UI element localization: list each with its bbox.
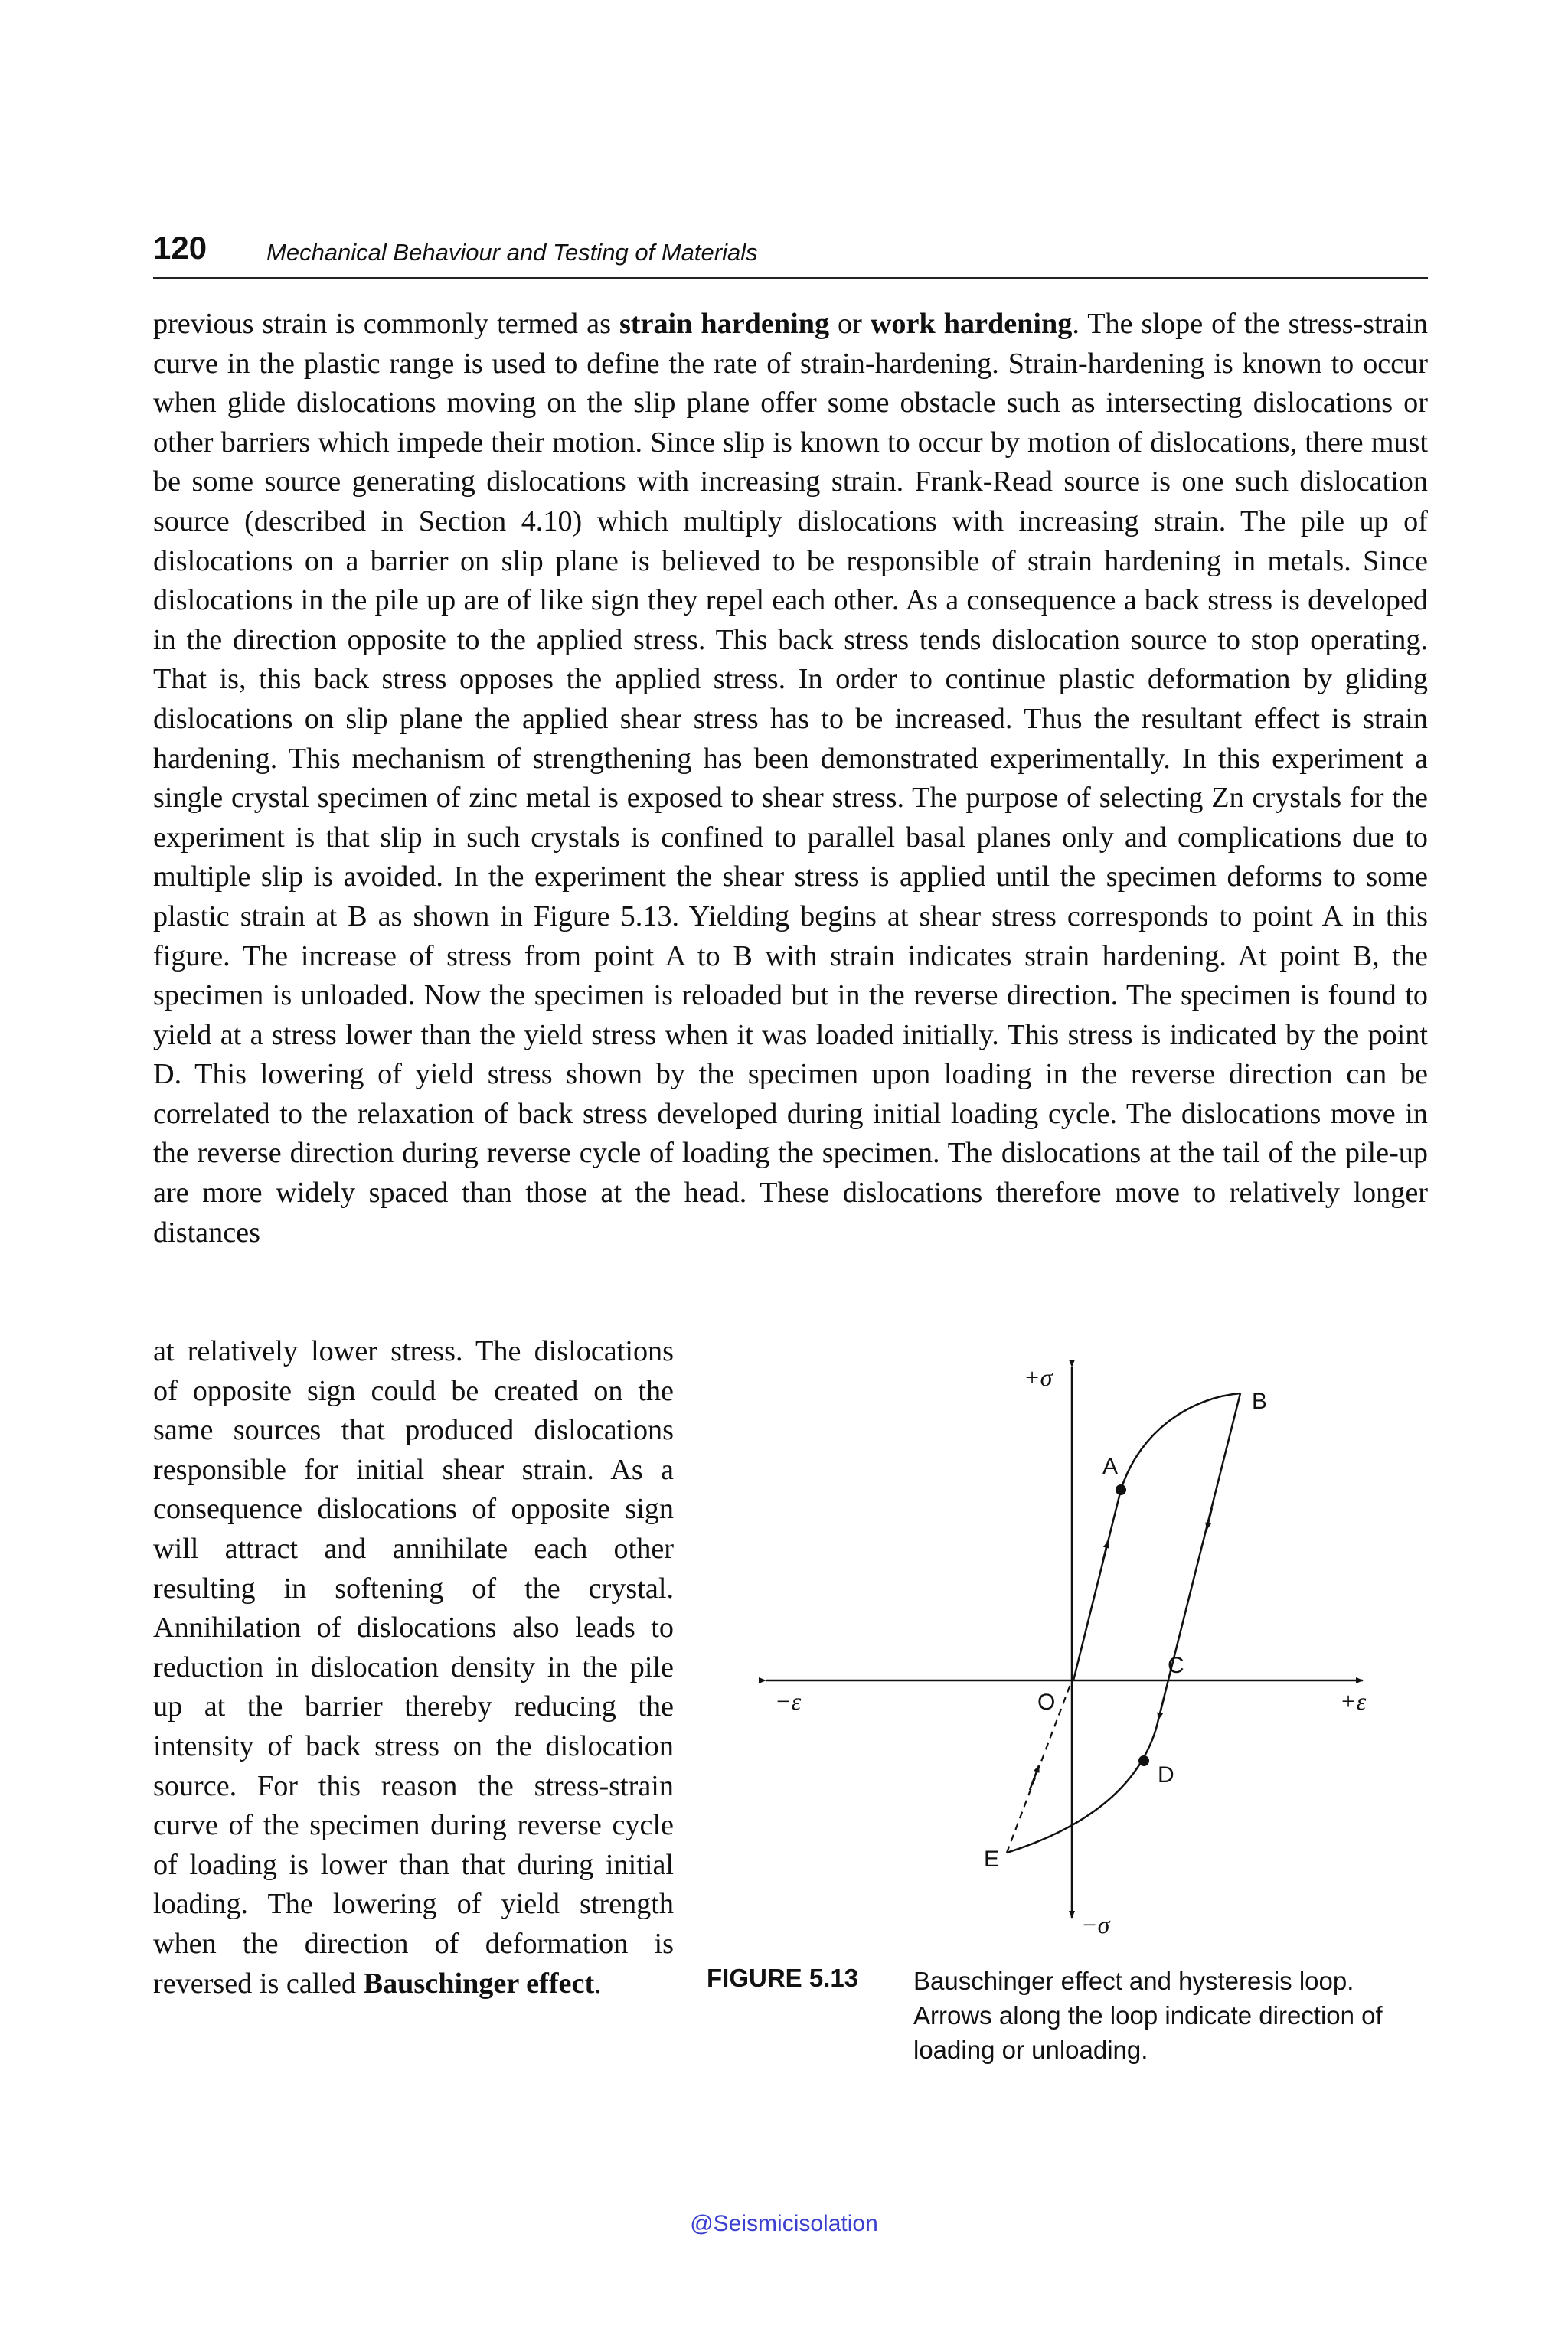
unloading-line-bc [1156, 1393, 1240, 1729]
label-point-d: D [1158, 1762, 1174, 1788]
running-title: Mechanical Behaviour and Testing of Materials [266, 239, 758, 266]
body-paragraph-2 [153, 1332, 674, 2004]
label-point-a: A [1102, 1454, 1119, 1479]
loading-arrow [1102, 1541, 1108, 1563]
label-point-b: B [1252, 1389, 1268, 1414]
label-point-e: E [984, 1847, 1000, 1872]
p1-text-a: previous strain is commonly termed as [153, 308, 619, 340]
p1-text-e: . The slope of the stress-strain curve in the plastic range is used to define the rate of strain-hardening. Strain-hardening is known to occur when glide dislocations moving on the slip plane offer some obstacle such as intersecting dislocations or other barriers which impede their motion. Since slip is known to occur by motion of dislocations, there must be some source generating dislocations with increasing strain. Frank-Read source is one such dislocation source (described in Section 4.10) which multiply dislocations with increasing strain. The pile up of dislocations on a barrier on slip plane is believed to be responsible of strain hardening in metals. Since dislocations in the pile up are of like sign they repel each other. As a consequence a back stress is developed in the direction opposite to the applied stress. This back stress tends dislocation source to stop operating. That is, this back stress opposes the applied stress. In order to continue plastic deformation by gliding dislocations on slip plane the applied shear stress has to be increased. Thus the resultant effect is strain hardening. This mechanism of strengthening has been demonstrated experimentally. In this experiment a single crystal specimen of zinc metal is exposed to shear stress. The purpose of selecting Zn crystals for the experiment is that slip in such crystals is confined to parallel basal planes only and complications due to multiple slip is avoided. In the experiment the shear stress is applied until the specimen deforms to some plastic strain at B as shown in Figure 5.13. Yielding begins at shear stress corresponds to point A in this figure. The increase of stress from point A to B with strain indicates strain hardening. At point B, the specimen is unloaded. Now the specimen is reloaded but in the reverse direction. The specimen is found to yield at a stress lower than the yield stress when it was loaded initially. This stress is indicated by the point D. This lowering of yield stress shown by the specimen upon loading in the reverse direction can be correlated to the relaxation of back stress developed during initial loading cycle. The dislocations move in the reverse direction during reverse cycle of loading the specimen. The dislocations at the tail of the pile-up are more widely spaced than those at the head. These dislocations therefore move to relatively longer distances [153, 308, 1429, 1249]
body-paragraph-1 [153, 305, 1428, 1252]
label-pos-sigma: +σ [1024, 1363, 1053, 1391]
point-a-marker [1116, 1484, 1126, 1495]
label-neg-sigma: −σ [1081, 1911, 1110, 1938]
figure-caption-label: FIGURE 5.13 [707, 1964, 859, 1992]
p1-term-work-hardening: work hardening [870, 308, 1073, 340]
p2-term-bauschinger: Bauschinger effect [363, 1967, 595, 2000]
hysteresis-diagram [750, 1355, 1409, 1952]
page-number: 120 [153, 230, 207, 266]
unloading-arrow-1 [1207, 1508, 1212, 1530]
label-neg-eps: −ε [775, 1687, 802, 1715]
page-header [153, 230, 1428, 279]
figure-5-13 [750, 1355, 1409, 1952]
unloading-arrow-2 [1158, 1696, 1165, 1719]
label-pos-eps: +ε [1340, 1687, 1367, 1715]
reload-arrow [1030, 1765, 1039, 1790]
loading-line-oa [1073, 1490, 1121, 1680]
point-d-marker [1138, 1755, 1149, 1766]
reverse-curve-de [1007, 1729, 1156, 1853]
p2-text-c: . [594, 1967, 602, 2000]
label-point-o: O [1037, 1690, 1056, 1715]
p2-text-a: at relatively lower stress. The dislocations of opposite sign could be created on the same sources that produced dislocations responsible for initial shear strain. As a consequence dislocations of opposite sign will attract and annihilate each other resulting in softening of the crystal. Annihilation of dislocations also leads to reduction in dislocation density in the pile up at the barrier thereby reducing the intensity of back stress on the dislocation source. For this reason the stress-strain curve of the specimen during reverse cycle of loading is lower than that during initial loading. The lowering of yield strength when the direction of deformation is reversed is called [153, 1335, 674, 2000]
label-point-c: C [1168, 1653, 1184, 1678]
p1-text-c: or [829, 308, 871, 340]
p1-term-strain-hardening: strain hardening [619, 308, 830, 340]
hardening-curve-ab [1121, 1393, 1240, 1490]
watermark: @Seismicisolation [690, 2211, 878, 2236]
figure-caption-text: Bauschinger effect and hysteresis loop. Arrows along the loop indicate direction of loading or unloading. [913, 1967, 1383, 2064]
